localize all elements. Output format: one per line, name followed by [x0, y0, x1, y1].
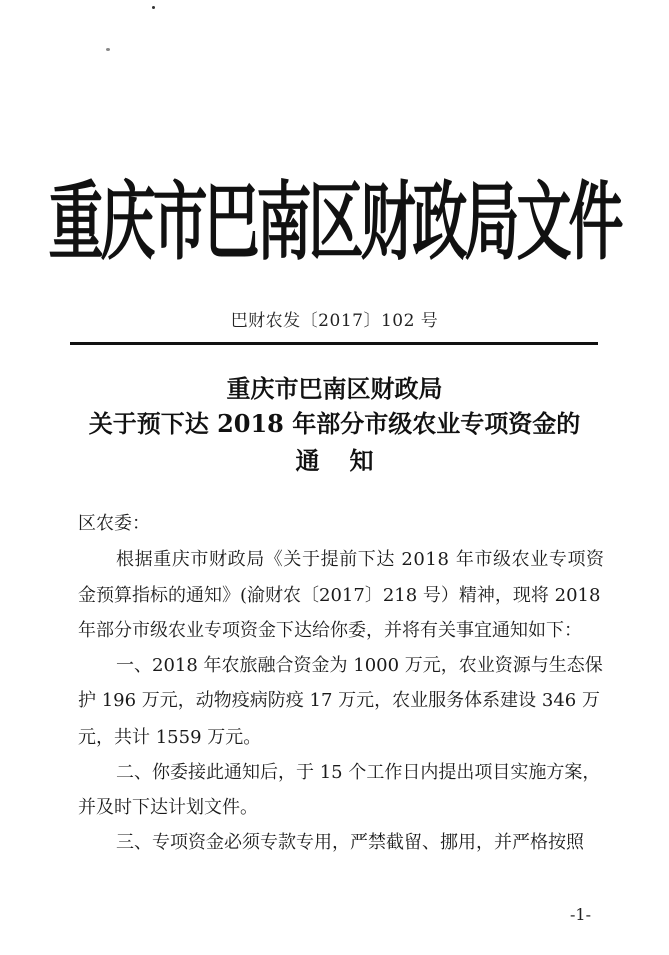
- body-line: 三、专项资金必须专款专用，严禁截留、挪用，并严格按照: [116, 832, 584, 853]
- page-number: -1-: [570, 905, 591, 924]
- notice-title-line-2: 关于预下达 2018 年部分市级农业专项资金的: [88, 409, 581, 438]
- body-line: 二、你委接此通知后，于 15 个工作日内提出项目实施方案，: [116, 762, 601, 783]
- scan-speck: [152, 6, 155, 9]
- masthead-title: 重庆市巴南区财政局文件: [48, 172, 621, 272]
- notice-title-line-3: 通知: [295, 446, 404, 475]
- document-number: 巴财农发〔2017〕102 号: [230, 311, 439, 331]
- body-line: 金预算指标的通知》(渝财农〔2017〕218 号）精神，现将 2018: [78, 585, 601, 606]
- salutation: 区农委：: [78, 513, 150, 534]
- scan-speck: [106, 48, 110, 51]
- body-line: 护 196 万元，动物疫病防疫 17 万元，农业服务体系建设 346 万: [78, 690, 600, 711]
- body-line: 一、2018 年农旅融合资金为 1000 万元，农业资源与生态保: [116, 655, 603, 676]
- body-line: 元，共计 1559 万元。: [78, 727, 262, 748]
- body-line: 根据重庆市财政局《关于提前下达 2018 年市级农业专项资: [116, 549, 605, 570]
- notice-title-line-1: 重庆市巴南区财政局: [226, 374, 443, 403]
- header-rule: [70, 342, 598, 345]
- body-line: 年部分市级农业专项资金下达给你委，并将有关事宜通知如下：: [78, 620, 582, 641]
- body-line: 并及时下达计划文件。: [78, 797, 258, 818]
